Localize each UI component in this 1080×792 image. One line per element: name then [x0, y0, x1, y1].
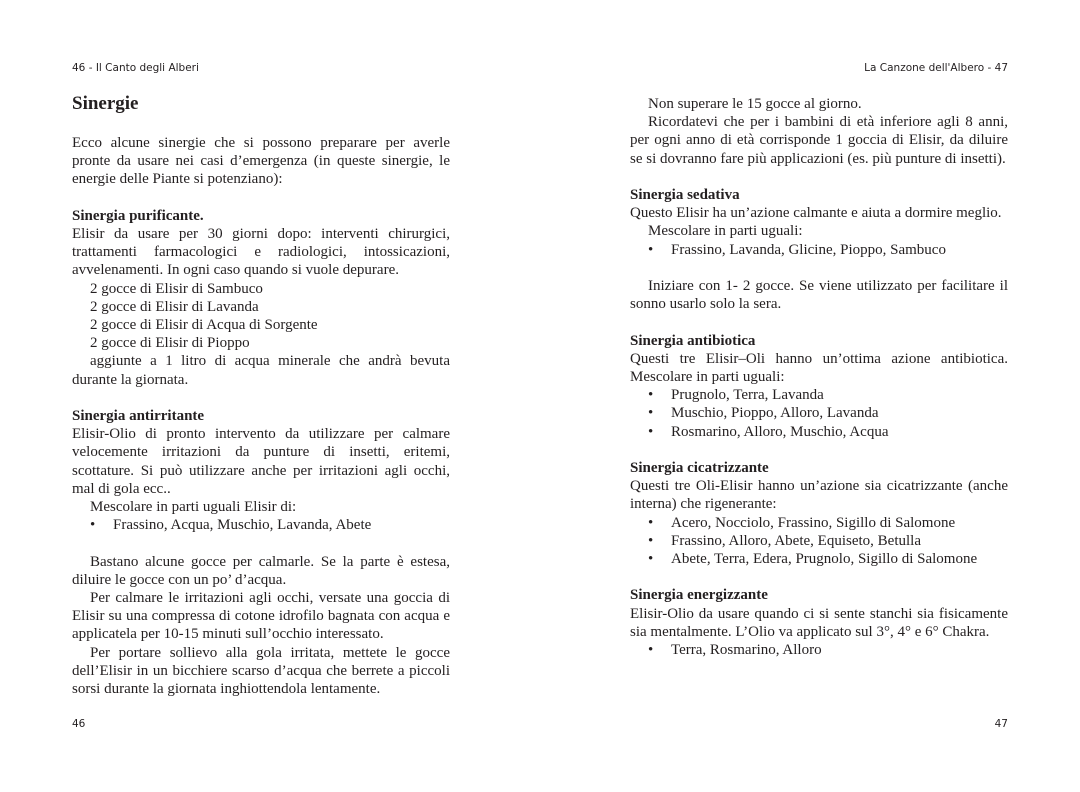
bullet-icon: • [648, 551, 654, 568]
spacer [72, 189, 450, 207]
section-text: Questi tre Elisir–Oli hanno un’ottima azione antibiotica. Mescolare in parti uguali: [630, 350, 1008, 385]
paragraph: Iniziare con 1- 2 gocce. Se viene utilizzato per facilitare il sonno usarlo solo la sera. [630, 278, 1008, 313]
ingredient-list [630, 241, 1008, 259]
chapter-title: Sinergie [72, 93, 139, 114]
paragraph: Per portare sollievo alla gola irritata, mettete le gocce dell’Elisir in un bicchiere scarso d’acqua che berrete a piccoli sorsi durante la giornata inghiottendola lentamente. [72, 644, 450, 698]
recipe-line: 2 gocce di Elisir di Acqua di Sorgente [90, 317, 318, 334]
paragraph: Ricordatevi che per i bambini di età inferiore agli 8 anni, per ogni anno di età corrisponde 1 goccia di Elisir, da diluire se si dovranno fare più applicazioni (es. più punture di insetti). [630, 114, 1008, 167]
page-body [630, 95, 1008, 659]
recipe-line: 2 gocce di Elisir di Pioppo [90, 335, 250, 352]
mix-instruction: Mescolare in parti uguali Elisir di: [90, 499, 297, 516]
spacer [630, 259, 1008, 277]
list-item [630, 241, 1008, 259]
spacer [630, 313, 1008, 331]
spacer [72, 534, 450, 552]
list-item-text: Abete, Terra, Edera, Prugnolo, Sigillo di Salomone [671, 551, 978, 568]
bullet-icon: • [648, 642, 654, 659]
page-number: 46 [72, 718, 86, 730]
ingredient-list [630, 514, 1008, 569]
bullet-icon: • [648, 405, 654, 422]
recipe-line: 2 gocce di Elisir di Lavanda [90, 298, 259, 315]
ingredient-list [630, 386, 1008, 441]
running-head: La Canzone dell'Albero - 47 [864, 62, 1008, 74]
section-heading-purificante: Sinergia purificante. [72, 207, 204, 224]
bullet-icon: • [648, 387, 654, 404]
right-page [630, 0, 1008, 792]
left-page [72, 0, 450, 792]
list-item [630, 404, 1008, 422]
mix-instruction: Mescolare in parti uguali: [648, 223, 803, 240]
recipe-closing: aggiunte a 1 litro di acqua minerale che andrà bevuta durante la giornata. [72, 353, 450, 388]
list-item [630, 514, 1008, 532]
list-item [630, 423, 1008, 441]
list-item-text: Terra, Rosmarino, Alloro [671, 642, 822, 659]
list-item-text: Frassino, Acqua, Muschio, Lavanda, Abete [113, 517, 372, 534]
list-item [630, 641, 1008, 659]
spacer [630, 168, 1008, 186]
spacer [630, 441, 1008, 459]
paragraph: Bastano alcune gocce per calmarle. Se la parte è estesa, diluire le gocce con un po’ d’acqua. [72, 553, 450, 588]
bullet-icon: • [648, 532, 654, 549]
spacer [630, 568, 1008, 586]
spacer [72, 389, 450, 407]
list-item-text: Frassino, Alloro, Abete, Equiseto, Betulla [671, 532, 921, 549]
section-text: Elisir da usare per 30 giorni dopo: interventi chirurgici, trattamenti farmacologici e radiologici, intossicazioni, avvelenamenti. In ogni caso quando si vuole depurare. [72, 226, 450, 279]
list-item-text: Acero, Nocciolo, Frassino, Sigillo di Salomone [671, 514, 956, 531]
list-item-text: Prugnolo, Terra, Lavanda [671, 387, 824, 404]
paragraph: Per calmare le irritazioni agli occhi, versate una goccia di Elisir su una compressa di cotone idrofilo bagnata con acqua e applicatela per 10-15 minuti sull’occhio interessato. [72, 590, 450, 643]
list-item [630, 386, 1008, 404]
section-heading-sedativa: Sinergia sedativa [630, 187, 740, 203]
ingredient-list [630, 641, 1008, 659]
bullet-icon: • [648, 423, 654, 440]
section-text: Elisir-Olio di pronto intervento da utilizzare per calmare velocemente irritazioni da punture di insetti, eritemi, scottature. Si può utilizzare anche per irritazioni agli occhi, mal di gola ecc.. [72, 426, 450, 497]
list-item [72, 516, 450, 534]
section-heading-antibiotica: Sinergia antibiotica [630, 332, 756, 349]
running-head: 46 - Il Canto degli Alberi [72, 62, 199, 74]
section-text: Questi tre Oli-Elisir hanno un’azione sia cicatrizzante (anche interna) che rigenerante: [630, 478, 1008, 513]
list-item-text: Muschio, Pioppo, Alloro, Lavanda [671, 405, 879, 422]
bullet-icon: • [648, 514, 654, 531]
list-item [630, 550, 1008, 568]
bullet-icon: • [90, 517, 96, 534]
section-text: Questo Elisir ha un’azione calmante e aiuta a dormire meglio. [630, 205, 1002, 222]
recipe-line: 2 gocce di Elisir di Sambuco [90, 280, 263, 297]
ingredient-list [72, 516, 450, 534]
section-text: Elisir-Olio da usare quando ci si sente stanchi sia fisicamente sia mentalmente. L’Olio va applicato sul 3°, 4° e 6° Chakra. [630, 605, 1008, 640]
bullet-icon: • [648, 241, 654, 258]
intro-paragraph: Ecco alcune sinergie che si possono preparare per averle pronte da usare nei casi d’emergenza (in queste sinergie, le energie delle Piante si potenziano): [72, 135, 450, 188]
list-item-text: Frassino, Lavanda, Glicine, Pioppo, Sambuco [671, 241, 946, 258]
list-item [630, 532, 1008, 550]
section-heading-antirritante: Sinergia antirritante [72, 408, 205, 425]
page-number: 47 [994, 718, 1008, 730]
section-heading-cicatrizzante: Sinergia cicatrizzante [630, 460, 769, 476]
list-item-text: Rosmarino, Alloro, Muschio, Acqua [671, 423, 889, 440]
paragraph: Non superare le 15 gocce al giorno. [648, 96, 862, 112]
section-heading-energizzante: Sinergia energizzante [630, 587, 768, 604]
page-body [72, 92, 450, 698]
